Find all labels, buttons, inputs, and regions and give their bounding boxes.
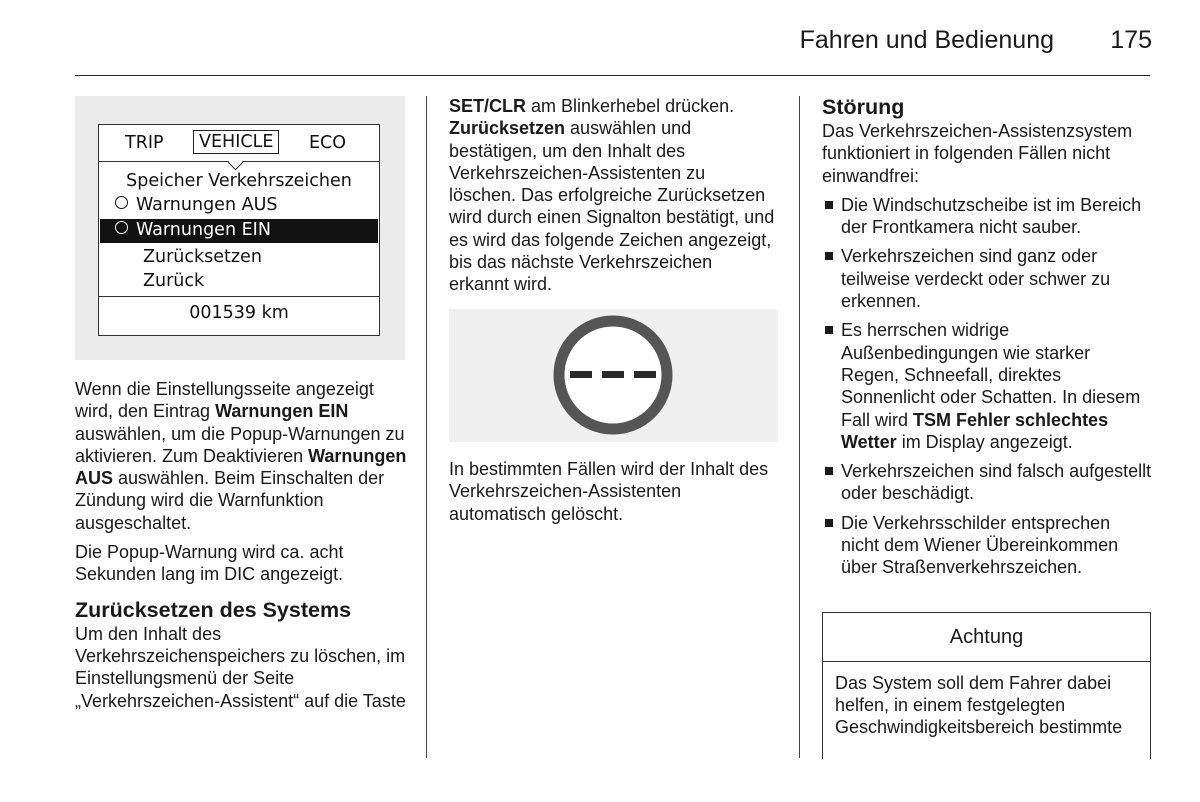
bold-term: Zurücksetzen [449, 118, 566, 139]
column-2-text [449, 95, 777, 303]
caution-text: Das System soll dem Fahrer dabei helfen, in einem festgelegten Geschwindigkeitsbereich bestimmte [835, 673, 1123, 737]
bold-term: TSM Fehler schlechtes Wetter [841, 409, 1109, 452]
vehicle-display-illustration [98, 124, 380, 336]
display-tab-trip: TRIP [125, 133, 164, 153]
text-run: auswählen, um die Popup-Warnungen zu aktivieren. Zum Deaktivieren [75, 423, 405, 466]
header-rule [75, 75, 1150, 76]
paragraph: In bestimmten Fällen wird der Inhalt des Verkehrszeichen-Assistenten automatisch gelöscht. [449, 459, 769, 524]
text-run: im Display angezeigt. [896, 431, 1073, 452]
display-menu-title: Speicher Verkehrszeichen [126, 171, 352, 191]
text-run: auswählen und bestätigen, um den Inhalt des Verkehrszeichen-Assistenten zu löschen. Das erfolgreiche Zurücksetzen wird durch einen Signalton bestätigt, und es wird das folgende Zeichen angezeigt, bis das nächste Verkehrszeichen erkannt wird. [449, 118, 775, 295]
caution-box [822, 612, 1151, 759]
list-item [822, 319, 1152, 453]
display-odometer: 001539 km [189, 303, 289, 323]
display-tab-vehicle: VEHICLE [193, 130, 279, 154]
malfunction-list [822, 194, 1152, 579]
column-divider-2 [799, 96, 800, 758]
running-header: Fahren und Bedienung [799, 26, 1054, 54]
section-heading: Zurücksetzen des Systems [75, 597, 352, 622]
display-tab-eco: ECO [309, 133, 347, 153]
caution-title: Achtung [823, 613, 1150, 662]
text-run: Es herrschen widrige Außenbedingungen wie starker Regen, Schneefall, direktes Sonnenlicht oder Schatten. In diesem Fall wird [841, 320, 1141, 430]
display-option-label: Warnungen AUS [136, 195, 278, 215]
section-heading: Störung [822, 95, 905, 119]
display-option-label: Warnungen EIN [136, 220, 271, 240]
column-1-text [75, 378, 407, 719]
list-item: Die Verkehrsschilder entsprechen nicht dem Wiener Übereinkommen über Straßenverkehrszeichen. [822, 512, 1152, 579]
bold-term: Warnungen EIN [215, 401, 349, 422]
list-item: Verkehrszeichen sind falsch aufgestellt oder beschädigt. [822, 460, 1152, 505]
column-3-text [822, 95, 1152, 586]
list-item: Verkehrszeichen sind ganz oder teilweise verdeckt oder schwer zu erkennen. [822, 245, 1152, 312]
paragraph [449, 95, 777, 296]
paragraph: Um den Inhalt des Verkehrszeichenspeichers zu löschen, im Einstellungsmenü der Seite „Verkehrszeichen-Assistent“ auf die Taste [75, 623, 406, 711]
display-option-warnings-on-highlighted [100, 219, 378, 243]
display-item-reset: Zurücksetzen [143, 247, 262, 267]
radio-icon [115, 196, 128, 209]
text-run: auswählen. Beim Einschalten der Zündung wird die Warnfunktion ausgeschaltet. [75, 468, 385, 533]
display-option-warnings-off [115, 195, 278, 215]
list-item: Die Windschutzscheibe ist im Bereich der Frontkamera nicht sauber. [822, 194, 1152, 239]
radio-icon [115, 221, 128, 234]
column-2-text-lower [449, 458, 777, 532]
bold-term: Warnungen AUS [75, 445, 407, 489]
column-divider-1 [426, 96, 427, 758]
text-run: am Blinkerhebel drücken. [526, 96, 735, 116]
paragraph: Das Verkehrszeichen-Assistenzsystem funktioniert in folgenden Fällen nicht einwandfrei: [822, 121, 1133, 186]
paragraph [75, 378, 407, 534]
display-item-back: Zurück [143, 271, 205, 291]
bold-term: SET/CLR [449, 96, 527, 116]
page-number: 175 [1110, 26, 1152, 54]
display-separator-bottom [99, 296, 379, 297]
paragraph: Die Popup-Warnung wird ca. acht Sekunden lang im DIC angezeigt. [75, 542, 344, 585]
text-run: Wenn die Einstellungsseite angezeigt wird, den Eintrag [75, 379, 374, 422]
display-tabs [99, 131, 379, 161]
cleared-sign-icon [449, 309, 778, 442]
reset-sign-figure [449, 309, 778, 442]
